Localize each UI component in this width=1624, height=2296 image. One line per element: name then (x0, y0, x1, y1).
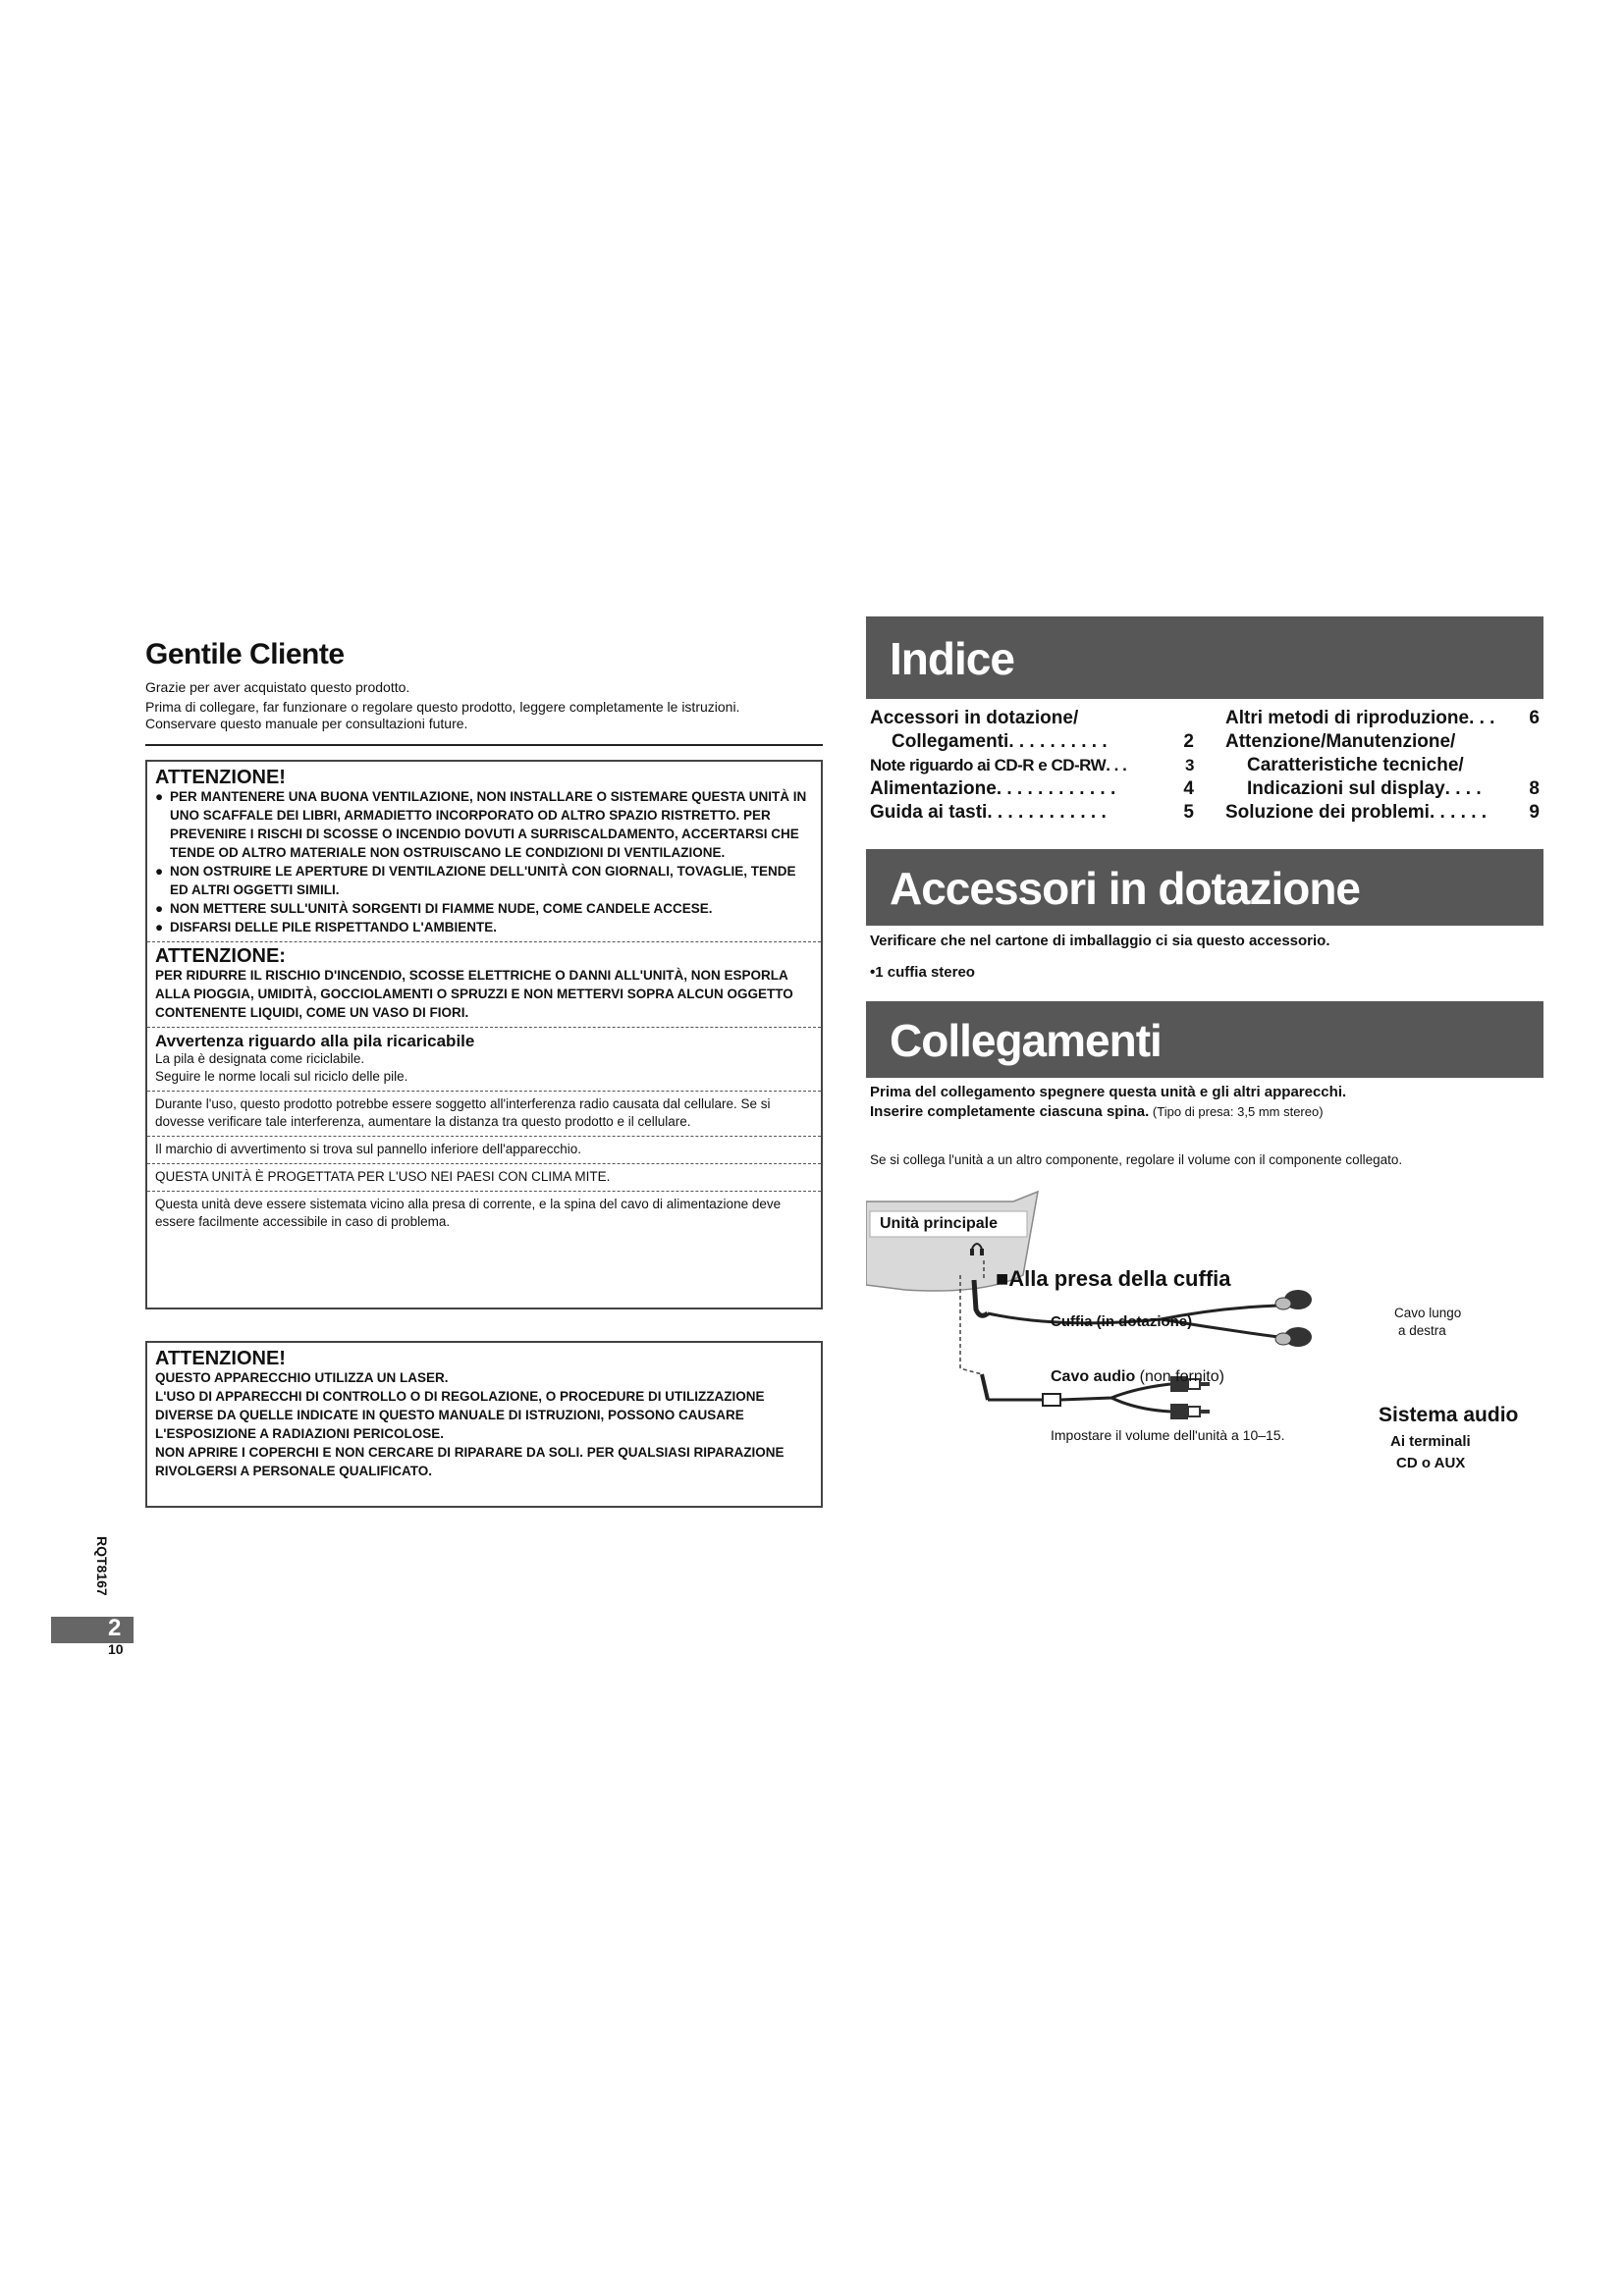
long-cord-label: a destra (1398, 1323, 1446, 1338)
toc-entry[interactable]: Indicazioni sul display . . . . 8 (1247, 778, 1540, 799)
moisture-text: PER RIDURRE IL RISCHIO D'INCENDIO, SCOSSE ELETTRICHE O DANNI ALL'UNITÀ, NON ESPORLA ALLA PIOGGIA, UMIDITÀ, GOCCIOLAMENTI O SPRUZZI E NON METTERVI SOPRA ALCUN OGGETTO CONTENENTE LIQUIDI, COME UN VASO DI FIORI. (155, 968, 793, 1020)
toc-entry[interactable]: Alimentazione . . . . . . . . . . . . 4 (870, 778, 1194, 799)
long-cord-label: Cavo lungo (1394, 1306, 1462, 1320)
laser-warning-line: NON APRIRE I COPERCHI E NON CERCARE DI RIPARARE DA SOLI. PER QUALSIASI RIPARAZIONE RIVOLGERSI A PERSONALE QUALIFICATO. (155, 1445, 785, 1478)
index-heading: Indice (890, 633, 1014, 684)
connections-line2: Inserire completamente ciascuna spina. (Tipo di presa: 3,5 mm stereo) (870, 1103, 1324, 1120)
connection-diagram (866, 1182, 1543, 1476)
audio-cable-label: Cavo audio (non fornito) (1051, 1368, 1224, 1385)
accessories-text: Verificare che nel cartone di imballaggio ci sia questo accessorio. (870, 933, 1330, 949)
warning-title: ATTENZIONE! (155, 767, 286, 788)
divider (145, 744, 823, 746)
volume-note: Impostare il volume dell'unità a 10–15. (1051, 1427, 1285, 1443)
marking-text: Il marchio di avvertimento si trova sul pannello inferiore dell'apparecchio. (155, 1142, 582, 1156)
toc-left (870, 707, 1194, 825)
battery-title: Avvertenza riguardo alla pila ricaricabile (155, 1032, 475, 1050)
interference-note (147, 1091, 821, 1131)
toc-entry[interactable]: Caratteristiche tecniche/ (1247, 755, 1464, 775)
toc-entry[interactable]: Collegamenti . . . . . . . . . . 2 (892, 731, 1194, 752)
toc-right (1225, 707, 1540, 825)
marking-note (147, 1136, 821, 1158)
warning-bullet: ● PER MANTENERE UNA BUONA VENTILAZIONE, NON INSTALLARE O SISTEMARE QUESTA UNITÀ IN UNO SCAFFALE DEI LIBRI, ARMADIETTO INCORPORATO OD ALTRO SPAZIO RISTRETTO. PER PREVENIRE I RISCHI DI SCOSSE O INCENDIO DOVUTI A SURRISCALDAMENTO, ACCERTARSI CHE TENDE OD ALTRO MATERIALE NON OSTRUISCANO LE CONDIZIONI DI VENTILAZIONE. (155, 789, 807, 860)
audio-system-label: Sistema audio (1379, 1404, 1519, 1426)
connections-line1: Prima del collegamento spegnere questa unità e gli altri apparecchi. (870, 1084, 1347, 1100)
toc-entry[interactable]: Soluzione dei problemi . . . . . . 9 (1225, 802, 1540, 823)
connections-header (866, 1001, 1543, 1078)
toc-entry[interactable]: Accessori in dotazione/ (870, 708, 1079, 728)
terminals-label: Ai terminali (1390, 1433, 1471, 1450)
accessories-header (866, 849, 1543, 926)
warning-subtitle: ATTENZIONE: (155, 945, 286, 967)
laser-warning-line: QUESTO APPARECCHIO UTILIZZA UN LASER. (155, 1370, 449, 1385)
greeting-title: Gentile Cliente (145, 638, 345, 670)
outlet-note (147, 1191, 821, 1231)
index-header (866, 616, 1543, 699)
document-code: RQT8167 (94, 1536, 110, 1596)
headphones-label: Cuffia (in dotazione) (1051, 1313, 1193, 1330)
toc-entry[interactable]: Guida ai tasti . . . . . . . . . . . . 5 (870, 802, 1194, 823)
greeting-thanks: Grazie per aver acquistato questo prodotto. (145, 679, 410, 695)
accessories-heading: Accessori in dotazione (890, 863, 1361, 914)
connections-heading: Collegamenti (890, 1015, 1162, 1066)
toc-entry[interactable]: Note riguardo ai CD-R e CD-RW . . . 3 (870, 756, 1194, 774)
warning-bullet: ● NON OSTRUIRE LE APERTURE DI VENTILAZIONE DELL'UNITÀ CON GIORNALI, TOVAGLIE, TENDE ED ALTRI OGGETTI SIMILI. (155, 864, 796, 897)
page-number: 2 (108, 1615, 122, 1641)
connections-line3: Se si collega l'unità a un altro componente, regolare il volume con il componente collegato. (870, 1152, 1403, 1167)
battery-line: Seguire le norme locali sul riciclo delle pile. (155, 1069, 408, 1084)
interference-text: Durante l'uso, questo prodotto potrebbe essere soggetto all'interferenza radio causata dal cellulare. Se si dovesse verificare tale interferenza, aumentare la distanza tra questo prodotto e il cellulare. (155, 1096, 771, 1129)
warning-box-main (145, 760, 823, 1309)
laser-warning-title: ATTENZIONE! (155, 1348, 286, 1369)
earbud-icon (1275, 1290, 1312, 1347)
laser-warning-box (145, 1341, 823, 1508)
page-number-box (51, 1617, 134, 1643)
climate-text: QUESTA UNITÀ È PROGETTATA PER L'USO NEI PAESI CON CLIMA MITE. (155, 1169, 611, 1184)
accessory-item: •1 cuffia stereo (870, 964, 975, 981)
toc-entry[interactable]: Attenzione/Manutenzione/ (1225, 731, 1456, 752)
headphone-jack-label: ■Alla presa della cuffia (996, 1266, 1231, 1291)
main-unit-label: Unità principale (880, 1215, 999, 1232)
warning-bullet: ● DISFARSI DELLE PILE RISPETTANDO L'AMBIENTE. (155, 920, 497, 934)
outlet-text: Questa unità deve essere sistemata vicino alla presa di corrente, e la spina del cavo di alimentazione deve essere facilmente accessibile in caso di problema. (155, 1197, 782, 1229)
page-subnumber: 10 (108, 1641, 124, 1657)
climate-note (147, 1163, 821, 1186)
moisture-warning (147, 941, 821, 1022)
toc-entry[interactable]: Altri metodi di riproduzione . . . 6 (1225, 708, 1540, 728)
battery-line: La pila è designata come riciclabile. (155, 1051, 365, 1066)
warning-bullet: ● NON METTERE SULL'UNITÀ SORGENTI DI FIAMME NUDE, COME CANDELE ACCESE. (155, 901, 713, 916)
terminals-label: CD o AUX (1396, 1455, 1466, 1471)
battery-note (147, 1027, 821, 1086)
laser-warning-line: L'USO DI APPARECCHI DI CONTROLLO O DI REGOLAZIONE, O PROCEDURE DI UTILIZZAZIONE DIVERSE DA QUELLE INDICATE IN QUESTO MANUALE DI ISTRUZIONI, POSSONO CAUSARE L'ESPOSIZIONE A RADIAZIONI PERICOLOSE. (155, 1389, 765, 1441)
greeting-intro: Prima di collegare, far funzionare o regolare questo prodotto, leggere completamente le istruzioni. Conservare questo manuale per consultazioni future. (145, 699, 740, 731)
